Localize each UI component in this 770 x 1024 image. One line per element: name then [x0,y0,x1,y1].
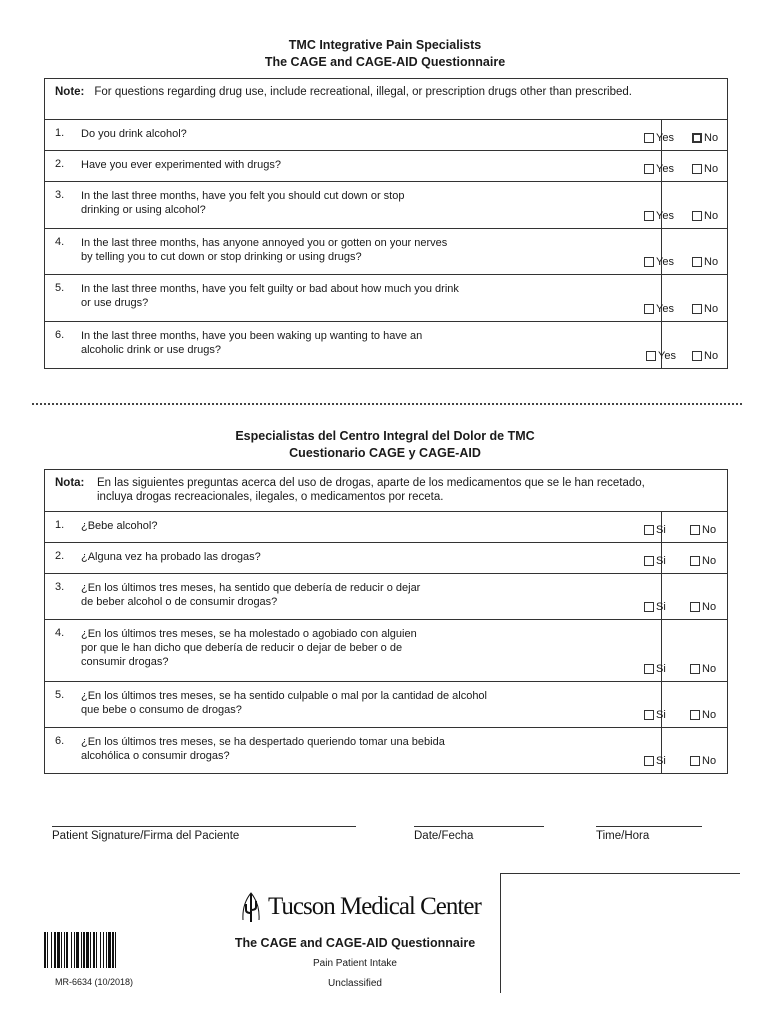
english-question-row [45,274,727,321]
no-label: No [702,524,717,536]
form-title: The CAGE and CAGE-AID Questionnaire [234,936,476,950]
no-checkbox[interactable] [690,601,716,613]
logo-text: Tucson Medical Center [268,893,481,920]
checkbox-icon [690,710,700,720]
checkbox-icon [646,351,656,361]
question-number: 5. [55,689,65,701]
si-label: Si [656,663,666,675]
form-subtitle: Pain Patient Intake [313,958,397,969]
no-checkbox[interactable] [690,555,716,567]
yes-checkbox[interactable] [646,350,676,362]
english-question-row [45,181,727,228]
question-text: In the last three months, has anyone annoyed you or gotten on your nerves by telling you to cut down or stop drinking or using drugs? [81,237,448,263]
checkbox-icon [644,756,654,766]
yes-checkbox[interactable] [644,132,674,144]
no-checkbox[interactable] [692,210,718,222]
english-note-row [45,79,727,119]
english-question-row [45,150,727,181]
checkbox-icon [644,133,654,143]
checkbox-icon [644,602,654,612]
date-line[interactable] [414,826,544,827]
si-checkbox[interactable] [644,709,666,721]
checkbox-icon [644,164,654,174]
checkbox-icon [644,211,654,221]
answer-cell [658,322,729,368]
si-checkbox[interactable] [644,755,666,767]
spanish-title-line2: Cuestionario CAGE y CAGE-AID [289,446,481,460]
spanish-question-row [45,573,727,619]
question-text: Have you ever experimented with drugs? [81,159,281,171]
patient-signature-label: Patient Signature/Firma del Paciente [52,830,240,842]
question-number: 1. [55,519,65,531]
checkbox-icon [692,211,702,221]
spanish-note-label: Nota: [55,477,85,489]
yes-checkbox[interactable] [644,303,674,315]
checkbox-icon [692,164,702,174]
spanish-note-row [45,470,727,511]
question-number: 6. [55,735,65,747]
answer-cell [656,182,729,228]
no-checkbox[interactable] [690,524,716,536]
time-line[interactable] [596,826,702,827]
question-text: ¿En los últimos tres meses, ha sentido que debería de reducir o dejar de beber alcohol o de consumir drogas? [81,582,421,608]
question-text: ¿En los últimos tres meses, se ha molestado o agobiado con alguien por que le han dicho que debería de reducir o dejar de beber o de consumir drogas? [81,628,417,668]
checkbox-icon [690,525,700,535]
question-number: 4. [55,627,65,639]
no-checkbox[interactable] [690,709,716,721]
no-checkbox[interactable] [692,163,718,175]
patient-signature-line[interactable] [52,826,356,827]
si-checkbox[interactable] [644,663,666,675]
question-text: In the last three months, have you felt you should cut down or stop drinking or using alcohol? [81,190,405,216]
question-number: 3. [55,581,65,593]
question-number: 1. [55,127,65,139]
question-text: In the last three months, have you felt guilty or bad about how much you drink or use drugs? [81,283,459,309]
no-checkbox[interactable] [690,663,716,675]
checkbox-icon [644,710,654,720]
no-checkbox[interactable] [692,350,718,362]
english-questionnaire-table [44,78,728,369]
question-text: Do you drink alcohol? [81,128,187,140]
no-label: No [702,601,717,613]
checkbox-icon [644,556,654,566]
checkbox-icon [692,133,702,143]
yes-label: Yes [656,256,674,268]
no-label: No [702,709,717,721]
english-question-row [45,228,727,274]
si-label: Si [656,709,666,721]
si-checkbox[interactable] [644,524,666,536]
saguaro-icon [240,890,262,924]
form-number: MR-6634 (10/2018) [55,977,134,987]
patient-label-box [500,873,740,993]
no-checkbox[interactable] [690,755,716,767]
question-number: 6. [55,329,65,341]
checkbox-icon [690,664,700,674]
question-number: 4. [55,236,65,248]
yes-label: Yes [656,303,674,315]
no-checkbox[interactable] [692,132,718,144]
spanish-question-row [45,619,727,681]
yes-label: Yes [658,350,676,362]
no-label: No [704,303,719,315]
question-number: 5. [55,282,65,294]
english-note [45,79,642,119]
english-question-row [45,321,727,368]
no-label: No [704,132,719,144]
yes-checkbox[interactable] [644,210,674,222]
answer-cell [656,543,729,573]
question-text: ¿En los últimos tres meses, se ha despertado queriendo tomar una bebida alcohólica o consumir drogas? [81,736,445,762]
spanish-questionnaire-table [44,469,728,774]
answer-cell [656,229,729,274]
spanish-question-row [45,727,727,773]
spanish-question-row [45,511,727,542]
checkbox-icon [692,257,702,267]
yes-checkbox[interactable] [644,256,674,268]
english-note-text: For questions regarding drug use, include recreational, illegal, or prescription drugs other than prescribed. [94,86,632,98]
question-number: 3. [55,189,65,201]
answer-cell [656,120,729,150]
checkbox-icon [690,756,700,766]
yes-label: Yes [656,132,674,144]
question-number: 2. [55,158,65,170]
checkbox-icon [690,556,700,566]
answer-cell [656,151,729,181]
section-divider [32,403,742,405]
answer-cell [656,512,729,542]
no-label: No [702,555,717,567]
english-title-line1: TMC Integrative Pain Specialists [288,38,482,52]
answer-cell [656,574,729,619]
answer-cell [656,682,729,727]
yes-checkbox[interactable] [644,163,674,175]
no-checkbox[interactable] [692,303,718,315]
si-checkbox[interactable] [644,601,666,613]
no-label: No [704,256,719,268]
spanish-note [45,470,655,511]
si-label: Si [656,601,666,613]
no-label: No [704,163,719,175]
spanish-question-row [45,681,727,727]
date-label: Date/Fecha [414,830,474,842]
english-note-label: Note: [55,86,85,98]
answer-cell [656,620,729,681]
spanish-question-row [45,542,727,573]
yes-label: Yes [656,210,674,222]
checkbox-icon [644,257,654,267]
no-label: No [702,663,717,675]
si-label: Si [656,755,666,767]
question-number: 2. [55,550,65,562]
checkbox-icon [692,351,702,361]
question-text: ¿En los últimos tres meses, se ha sentido culpable o mal por la cantidad de alcohol que bebe o consumo de drogas? [81,690,487,716]
question-text: In the last three months, have you been waking up wanting to have an alcoholic drink or use drugs? [81,330,423,356]
english-question-row [45,119,727,150]
no-label: No [702,755,717,767]
checkbox-icon [692,304,702,314]
no-label: No [704,210,719,222]
answer-cell [656,275,729,321]
tmc-logo [240,890,481,924]
checkbox-icon [644,664,654,674]
answer-cell [656,728,729,773]
question-text: ¿Alguna vez ha probado las drogas? [81,551,261,563]
checkbox-icon [644,304,654,314]
barcode [44,932,158,968]
checkbox-icon [644,525,654,535]
si-label: Si [656,555,666,567]
no-label: No [704,350,719,362]
yes-label: Yes [656,163,674,175]
english-title-line2: The CAGE and CAGE-AID Questionnaire [264,55,506,69]
form-classification: Unclassified [328,978,382,989]
time-label: Time/Hora [596,830,650,842]
spanish-note-text: En las siguientes preguntas acerca del uso de drogas, aparte de los medicamentos que se le han recetado, incluya drogas recreacionales, ilegales, o medicamentos por receta. [97,477,645,503]
si-checkbox[interactable] [644,555,666,567]
question-text: ¿Bebe alcohol? [81,520,158,532]
si-label: Si [656,524,666,536]
checkbox-icon [690,602,700,612]
no-checkbox[interactable] [692,256,718,268]
spanish-title-line1: Especialistas del Centro Integral del Dolor de TMC [235,429,535,443]
